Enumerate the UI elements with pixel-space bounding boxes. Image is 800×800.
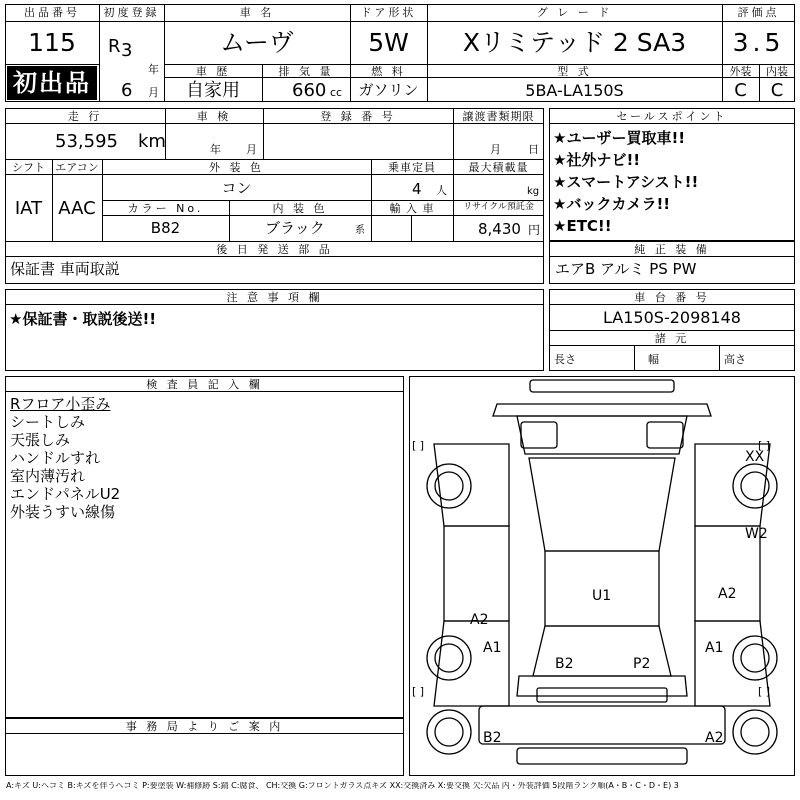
- month-unit: 月: [148, 86, 159, 99]
- seats-unit: 人: [436, 184, 447, 197]
- inspector-line-4: ハンドルすれ: [10, 449, 101, 467]
- damage-a1-left: A1: [483, 640, 502, 656]
- reg-year: 3: [121, 40, 133, 61]
- inspection-month: 月: [246, 143, 257, 156]
- transfer-day: 日: [528, 143, 539, 156]
- inspector-line-3: 天張しみ: [10, 431, 71, 449]
- damage-a2-bottom: A2: [705, 730, 724, 746]
- year-unit: 年: [148, 63, 159, 76]
- era: R: [108, 36, 121, 57]
- damage-p2: P2: [633, 656, 651, 672]
- car-name: ムーヴ: [220, 28, 294, 57]
- mileage-value: 53,595: [55, 131, 118, 152]
- import-label: 輸 入 車: [389, 202, 435, 215]
- sales-point-5: ★ETC!!: [553, 217, 612, 235]
- damage-b2-bottom: B2: [483, 730, 502, 746]
- reg-month: 6: [121, 80, 133, 101]
- first-listing-badge: 初出品: [7, 66, 97, 100]
- grade-value: Xリミテッド 2 SA3: [462, 28, 687, 57]
- int-color-unit: 系: [355, 225, 365, 236]
- displacement-unit: cc: [330, 86, 343, 99]
- notes-value: ★保証書・取説後送!!: [9, 310, 157, 328]
- ac-label: エアコン: [55, 161, 99, 174]
- inspector-line-2: シートしみ: [10, 413, 86, 431]
- inspection-year: 年: [210, 143, 221, 156]
- load-unit: kg: [527, 186, 540, 197]
- equipment-label: 純 正 装 備: [634, 243, 710, 256]
- lot-number: 115: [28, 28, 76, 57]
- int-grade: C: [770, 80, 784, 101]
- shift-value: IAT: [14, 198, 43, 219]
- bracket-front-left: [ ]: [412, 439, 425, 452]
- damage-u1: U1: [592, 588, 612, 604]
- ext-label: 外装: [729, 65, 752, 78]
- equipment-value: エアB アルミ PS PW: [555, 260, 697, 278]
- mileage-label: 走 行: [67, 110, 103, 123]
- sales-point-3: ★スマートアシスト!!: [553, 173, 699, 191]
- later-parts-label: 後 日 発 送 部 品: [216, 243, 333, 256]
- recycle-label: リサイクル預託金: [463, 202, 534, 212]
- score-label: 評価点: [737, 6, 780, 19]
- history-label: 車 歴: [195, 65, 231, 78]
- inspector-line-1: Rフロア小歪み: [10, 395, 111, 413]
- office-label: 事 務 局 よ り ご 案 内: [125, 720, 284, 733]
- damage-b2-center: B2: [555, 656, 574, 672]
- inspector-line-5: 室内薄汚れ: [10, 467, 86, 485]
- ext-grade: C: [734, 80, 747, 101]
- first-reg-label: 初度登録: [103, 6, 160, 19]
- sales-point-2: ★社外ナビ!!: [553, 151, 641, 169]
- recycle-unit: 円: [528, 223, 541, 237]
- damage-a1-right: A1: [705, 640, 724, 656]
- transfer-label: 譲渡書類期限: [462, 110, 535, 123]
- later-parts-value: 保証書 車両取説: [10, 260, 120, 278]
- model-label: 型 式: [557, 65, 592, 78]
- sales-point-1: ★ユーザー買取車!!: [553, 129, 686, 147]
- color-no-value: B82: [150, 219, 181, 237]
- damage-a2-right: A2: [718, 586, 737, 602]
- inspector-label: 検 査 員 記 入 欄: [146, 378, 263, 391]
- reg-number-label: 登 録 番 号: [320, 110, 396, 123]
- damage-a2-left: A2: [470, 612, 489, 628]
- shift-label: シフト: [12, 161, 45, 174]
- name-label: 車 名: [239, 6, 275, 19]
- model-value: 5BA-LA150S: [525, 81, 624, 100]
- seats-label: 乗車定員: [388, 161, 436, 174]
- inspector-line-7: 外装うすい線傷: [10, 503, 116, 521]
- chassis-label: 車 台 番 号: [634, 291, 710, 304]
- sales-points-label: セールスポイント: [616, 110, 728, 123]
- car-diagram: [409, 376, 795, 776]
- displacement-label: 排 気 量: [278, 65, 334, 78]
- seats-value: 4: [412, 180, 422, 198]
- door-label: ドア形状: [360, 6, 417, 19]
- spec-length: 長さ: [554, 353, 576, 366]
- grade-label: グ レ ー ド: [536, 6, 613, 19]
- door-type: 5W: [368, 28, 409, 57]
- sales-point-4: ★バックカメラ!!: [553, 195, 671, 213]
- spec-height: 高さ: [724, 353, 746, 366]
- transfer-month: 月: [490, 143, 501, 156]
- inspector-line-6: エンドパネルU2: [10, 485, 121, 503]
- mileage-unit: km: [138, 131, 166, 152]
- notes-label: 注 意 事 項 欄: [226, 291, 323, 304]
- displacement-value: 660: [292, 80, 327, 101]
- score-value: 3.5: [732, 28, 785, 57]
- load-label: 最大積載量: [468, 161, 529, 174]
- bracket-rear-left: [ ]: [412, 685, 425, 698]
- legend: A:キズ U:ヘコミ B:キズを伴うヘコミ P:要塗装 W:補修跡 S:錆 C:腐食、 CH:交換 G:フロントガラス点キズ XX:交換済み X:要交換 欠:欠品 内・外装評価 5段階ランク順(A・B・C・D・E) 3: [6, 782, 679, 790]
- inspection-label: 車 検: [196, 110, 232, 123]
- fuel-value: ガソリン: [358, 81, 419, 99]
- ac-value: AAC: [58, 198, 96, 219]
- lot-label: 出品番号: [24, 6, 80, 19]
- ext-color-label: 外 装 色: [209, 161, 264, 174]
- recycle-value: 8,430: [478, 220, 521, 238]
- int-color-value: ブラック: [265, 219, 325, 237]
- bracket-front-right: [ ]: [758, 439, 771, 452]
- int-label: 内装: [766, 65, 788, 78]
- ext-color-value: コン: [221, 179, 252, 197]
- damage-w2: W2: [745, 526, 768, 542]
- chassis-number: LA150S-2098148: [603, 308, 741, 327]
- bracket-rear-right: [ ]: [758, 685, 771, 698]
- history-value: 自家用: [186, 80, 240, 101]
- int-color-label: 内 装 色: [272, 202, 328, 215]
- damage-xx: XX: [745, 449, 765, 465]
- color-no-label: カラー No.: [127, 202, 204, 215]
- spec-label: 諸 元: [654, 332, 690, 345]
- fuel-label: 燃 料: [371, 65, 406, 78]
- spec-width: 幅: [648, 353, 659, 366]
